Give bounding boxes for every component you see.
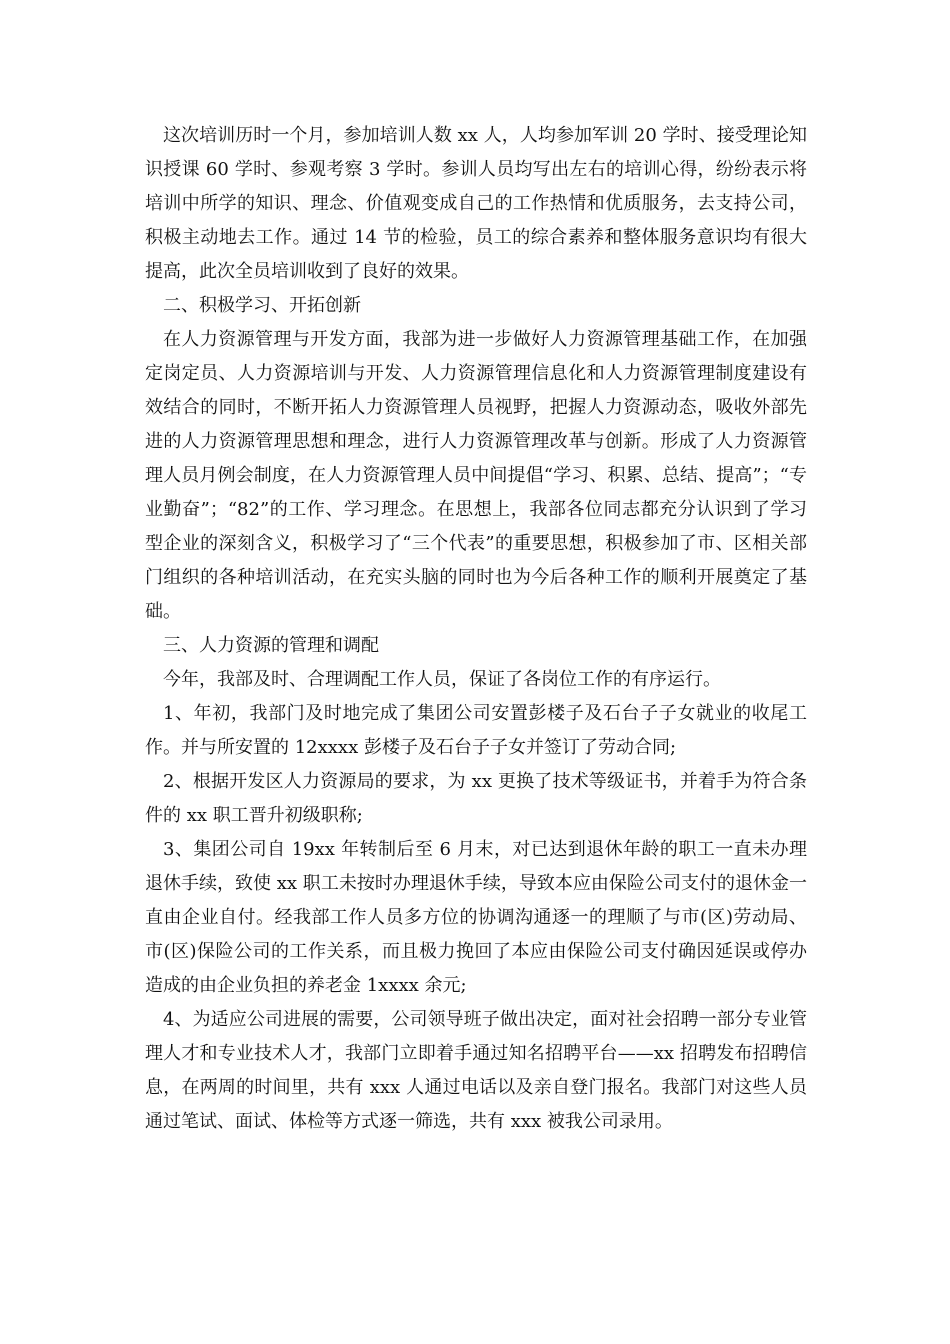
list-item-2: 2、根据开发区人力资源局的要求，为 xx 更换了技术等级证书，并着手为符合条件的 xx 职工晋升初级职称; bbox=[145, 771, 807, 826]
list-item-1: 1、年初，我部门及时地完成了集团公司安置彭楼子及石台子子女就业的收尾工作。并与所安置的 12xxxx 彭楼子及石台子子女并签订了劳动合同; bbox=[145, 703, 807, 758]
list-item-4: 4、为适应公司进展的需要，公司领导班子做出决定，面对社会招聘一部分专业管理人才和专业技术人才，我部门立即着手通过知名招聘平台——xx 招聘发布招聘信息，在两周的时间里，共有 xxx 人通过电话以及亲自登门报名。我部门对这些人员通过笔试、面试、体检等方式逐一筛选，共有 xxx 被我公司录用。 bbox=[145, 1009, 807, 1132]
section-heading-learning-innovation: 二、积极学习、开拓创新 bbox=[163, 295, 361, 316]
paragraph-staff-allocation: 今年，我部及时、合理调配工作人员，保证了各岗位工作的有序运行。 bbox=[163, 669, 721, 690]
section-heading-hr-management: 三、人力资源的管理和调配 bbox=[163, 635, 379, 656]
paragraph-hr-development: 在人力资源管理与开发方面，我部为进一步做好人力资源管理基础工作，在加强定岗定员、人力资源培训与开发、人力资源管理信息化和人力资源管理制度建设有效结合的同时，不断开拓人力资源管理人员视野，把握人力资源动态，吸收外部先进的人力资源管理思想和理念，进行人力资源管理改革与创新。形成了人力资源管理人员月例会制度，在人力资源管理人员中间提倡“学习、积累、总结、提高”；“专业勤奋”；“82”的工作、学习理念。在思想上，我部各位同志都充分认识到了学习型企业的深刻含义，积极学习了“三个代表”的重要思想，积极参加了市、区相关部门组织的各种培训活动，在充实头脑的同时也为今后各种工作的顺利开展奠定了基础。 bbox=[145, 329, 807, 622]
document-body bbox=[145, 119, 807, 1139]
list-item-3: 3、集团公司自 19xx 年转制后至 6 月末，对已达到退休年龄的职工一直未办理退休手续，致使 xx 职工未按时办理退休手续，导致本应由保险公司支付的退休金一直由企业自付。经我部工作人员多方位的协调沟通逐一的理顺了与市(区)劳动局、市(区)保险公司的工作关系，而且极力挽回了本应由保险公司支付确因延误或停办造成的由企业负担的养老金 1xxxx 余元; bbox=[145, 839, 807, 996]
paragraph-training-summary: 这次培训历时一个月，参加培训人数 xx 人，人均参加军训 20 学时、接受理论知识授课 60 学时、参观考察 3 学时。参训人员均写出左右的培训心得，纷纷表示将培训中所学的知识、理念、价值观变成自己的工作热情和优质服务，去支持公司，积极主动地去工作。通过 14 节的检验，员工的综合素养和整体服务意识均有很大提高，此次全员培训收到了良好的效果。 bbox=[145, 125, 807, 282]
